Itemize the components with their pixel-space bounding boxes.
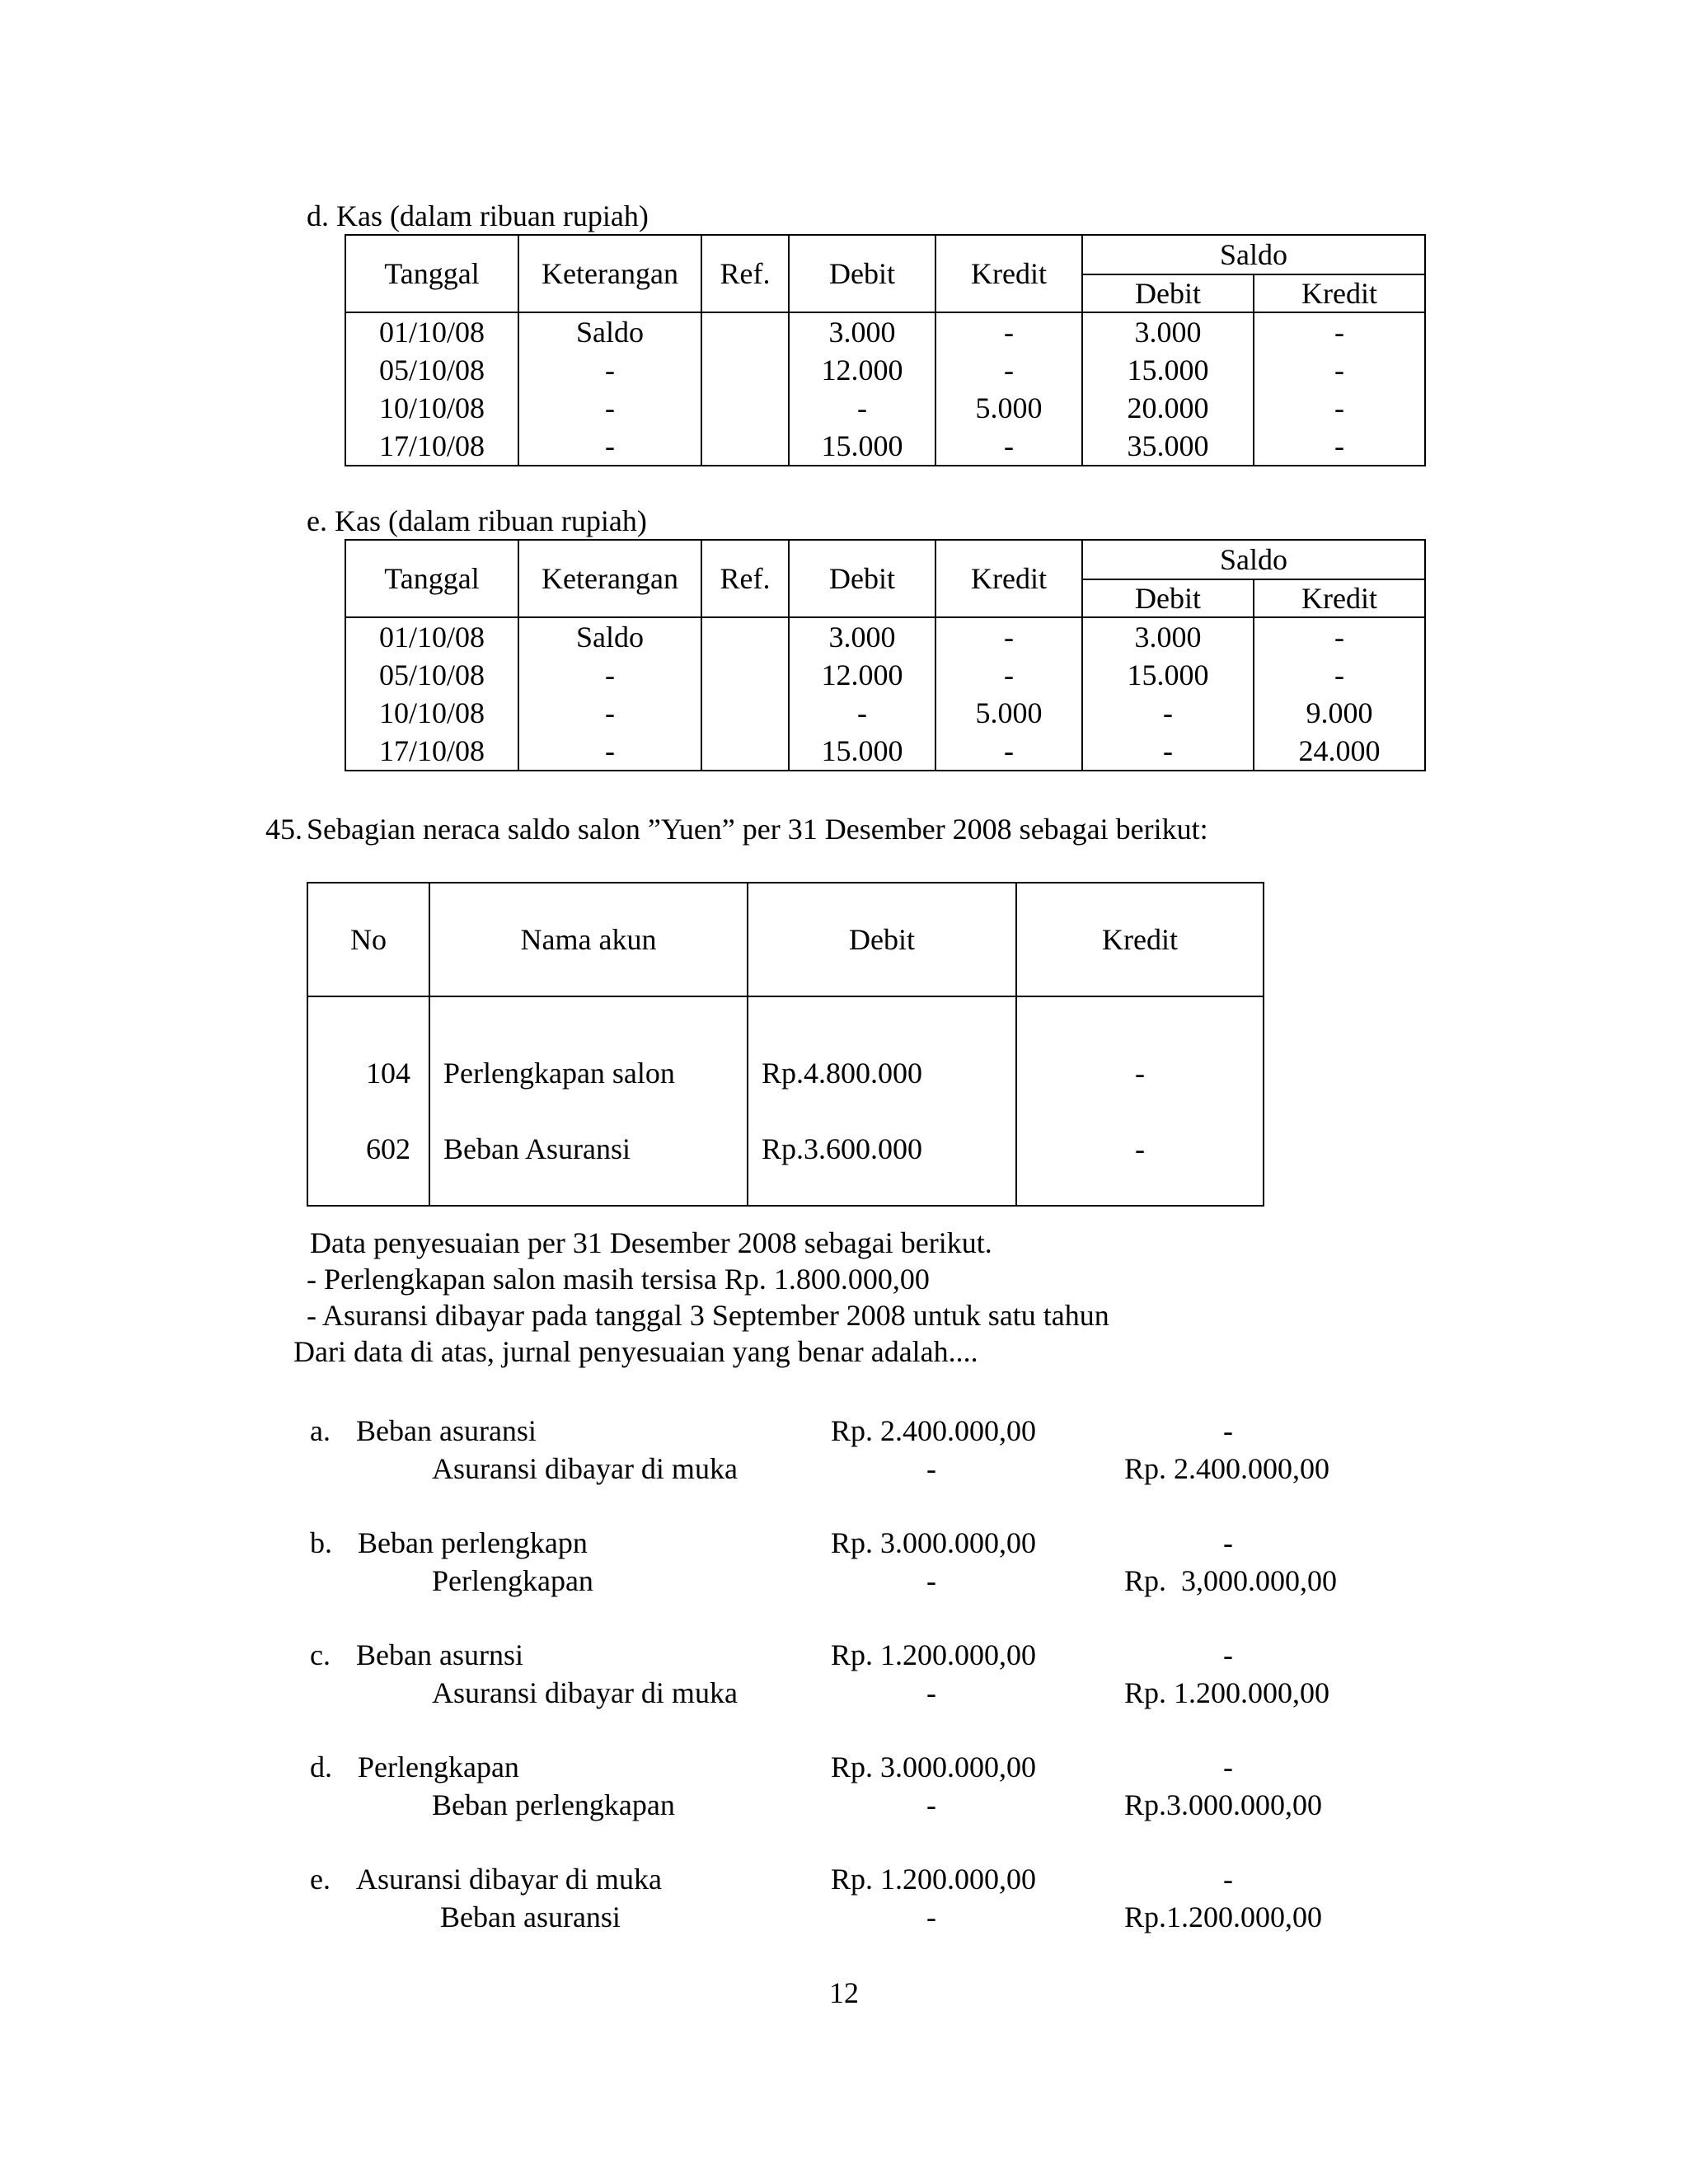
option-letter: e. <box>310 1863 331 1896</box>
cell-saldo-debit: - <box>1082 694 1254 732</box>
debit-dash: - <box>1223 1638 1233 1671</box>
debit-account: Beban perlengkapn <box>358 1526 588 1559</box>
header-kredit: Kredit <box>1016 883 1264 996</box>
cell-saldo-debit: 35.000 <box>1082 427 1254 466</box>
cell-saldo-kredit: - <box>1254 427 1425 466</box>
cell-tanggal: 17/10/08 <box>345 732 518 771</box>
cell-ref <box>701 427 789 466</box>
page-number: 12 <box>829 1976 859 2009</box>
table-row <box>345 389 1425 427</box>
cell-tanggal: 17/10/08 <box>345 427 518 466</box>
header-saldo-kredit: Kredit <box>1254 274 1425 312</box>
cell-saldo-kredit: 24.000 <box>1254 732 1425 771</box>
cell-keterangan: - <box>518 389 701 427</box>
cell-saldo-kredit: - <box>1254 312 1425 351</box>
cell-debit: 3.000 <box>789 312 935 351</box>
credit-amount: Rp. 1.200.000,00 <box>1124 1676 1330 1709</box>
question-text: Sebagian neraca saldo salon ”Yuen” per 31 Desember 2008 sebagai berikut: <box>307 813 1208 846</box>
cell-tanggal: 01/10/08 <box>345 312 518 351</box>
cell-saldo-debit: 20.000 <box>1082 389 1254 427</box>
cell-saldo-debit: 3.000 <box>1082 312 1254 351</box>
header-ref: Ref. <box>701 540 789 617</box>
debit-account: Perlengkapan <box>358 1750 519 1783</box>
cell-saldo-debit: 3.000 <box>1082 617 1254 656</box>
cell-debit: 15.000 <box>789 732 935 771</box>
cell-tanggal: 05/10/08 <box>345 656 518 694</box>
debit-amount: Rp. 1.200.000,00 <box>831 1863 1037 1896</box>
cell-ref <box>701 617 789 656</box>
cell-kredit: - <box>1016 996 1264 1111</box>
option-letter: a. <box>310 1414 331 1447</box>
debit-dash: - <box>1223 1750 1233 1783</box>
cell-kredit: - <box>935 617 1082 656</box>
header-keterangan: Keterangan <box>518 235 701 312</box>
table-row <box>345 732 1425 771</box>
debit-account: Asuransi dibayar di muka <box>356 1863 662 1896</box>
credit-account: Beban asuransi <box>440 1900 621 1933</box>
header-saldo: Saldo <box>1082 540 1425 579</box>
table-row <box>307 1111 1264 1206</box>
debit-amount: Rp. 3.000.000,00 <box>831 1526 1037 1559</box>
cell-tanggal: 01/10/08 <box>345 617 518 656</box>
cell-kredit: - <box>935 351 1082 389</box>
option-letter: d. <box>310 1750 332 1783</box>
cell-saldo-kredit: 9.000 <box>1254 694 1425 732</box>
credit-account: Asuransi dibayar di muka <box>432 1676 738 1709</box>
cell-no: 602 <box>307 1111 429 1206</box>
header-saldo-debit: Debit <box>1082 579 1254 617</box>
header-debit: Debit <box>789 235 935 312</box>
cell-ref <box>701 656 789 694</box>
header-tanggal: Tanggal <box>345 540 518 617</box>
cell-saldo-debit: 15.000 <box>1082 656 1254 694</box>
question-prompt: Dari data di atas, jurnal penyesuaian yang benar adalah.... <box>293 1335 978 1368</box>
table-row <box>307 996 1264 1111</box>
cell-debit: Rp.3.600.000 <box>748 1111 1016 1206</box>
cell-debit: 3.000 <box>789 617 935 656</box>
debit-account: Beban asuransi <box>356 1414 537 1447</box>
cell-kredit: - <box>935 312 1082 351</box>
cell-keterangan: - <box>518 351 701 389</box>
debit-account: Beban asurnsi <box>356 1638 523 1671</box>
question-number: 45. <box>265 813 302 846</box>
ledger-d-table <box>345 234 1426 466</box>
credit-account: Perlengkapan <box>432 1564 593 1597</box>
cell-saldo-debit: 15.000 <box>1082 351 1254 389</box>
credit-amount: Rp. 2.400.000,00 <box>1124 1452 1330 1485</box>
adjustment-title: Data penyesuaian per 31 Desember 2008 sebagai berikut. <box>310 1226 992 1259</box>
adjustment-item: - Asuransi dibayar pada tanggal 3 September 2008 untuk satu tahun <box>307 1299 1109 1332</box>
cell-saldo-kredit: - <box>1254 656 1425 694</box>
credit-dash: - <box>926 1564 936 1597</box>
table-row <box>345 617 1425 656</box>
ledger-d-caption: d. Kas (dalam ribuan rupiah) <box>307 199 649 232</box>
header-keterangan: Keterangan <box>518 540 701 617</box>
cell-keterangan: Saldo <box>518 617 701 656</box>
debit-amount: Rp. 1.200.000,00 <box>831 1638 1037 1671</box>
ledger-e-table <box>345 539 1426 771</box>
table-row <box>345 694 1425 732</box>
header-kredit: Kredit <box>935 540 1082 617</box>
header-tanggal: Tanggal <box>345 235 518 312</box>
adjustment-item: - Perlengkapan salon masih tersisa Rp. 1.800.000,00 <box>307 1263 930 1296</box>
cell-nama-akun: Perlengkapan salon <box>429 996 748 1111</box>
cell-tanggal: 10/10/08 <box>345 389 518 427</box>
trial-balance-table <box>307 882 1264 1207</box>
cell-ref <box>701 732 789 771</box>
cell-kredit: 5.000 <box>935 389 1082 427</box>
table-row <box>345 312 1425 351</box>
cell-kredit: - <box>935 427 1082 466</box>
cell-tanggal: 10/10/08 <box>345 694 518 732</box>
cell-keterangan: - <box>518 427 701 466</box>
cell-saldo-kredit: - <box>1254 389 1425 427</box>
ledger-e-caption: e. Kas (dalam ribuan rupiah) <box>307 504 647 537</box>
credit-account: Beban perlengkapan <box>432 1788 675 1821</box>
debit-amount: Rp. 3.000.000,00 <box>831 1750 1037 1783</box>
cell-kredit: - <box>1016 1111 1264 1206</box>
header-saldo-debit: Debit <box>1082 274 1254 312</box>
cell-saldo-kredit: - <box>1254 351 1425 389</box>
debit-dash: - <box>1223 1414 1233 1447</box>
cell-no: 104 <box>307 996 429 1111</box>
header-debit: Debit <box>789 540 935 617</box>
credit-dash: - <box>926 1788 936 1821</box>
cell-tanggal: 05/10/08 <box>345 351 518 389</box>
cell-debit: 12.000 <box>789 351 935 389</box>
debit-dash: - <box>1223 1863 1233 1896</box>
table-row <box>345 656 1425 694</box>
header-nama-akun: Nama akun <box>429 883 748 996</box>
cell-ref <box>701 389 789 427</box>
table-row <box>345 427 1425 466</box>
credit-dash: - <box>926 1676 936 1709</box>
header-no: No <box>307 883 429 996</box>
cell-kredit: - <box>935 656 1082 694</box>
cell-saldo-debit: - <box>1082 732 1254 771</box>
cell-kredit: 5.000 <box>935 694 1082 732</box>
debit-amount: Rp. 2.400.000,00 <box>831 1414 1037 1447</box>
header-debit: Debit <box>748 883 1016 996</box>
header-saldo: Saldo <box>1082 235 1425 274</box>
cell-ref <box>701 312 789 351</box>
credit-amount: Rp.1.200.000,00 <box>1124 1900 1323 1933</box>
cell-debit: 15.000 <box>789 427 935 466</box>
credit-dash: - <box>926 1452 936 1485</box>
cell-debit: - <box>789 389 935 427</box>
cell-keterangan: - <box>518 656 701 694</box>
credit-dash: - <box>926 1900 936 1933</box>
cell-ref <box>701 351 789 389</box>
credit-account: Asuransi dibayar di muka <box>432 1452 738 1485</box>
cell-keterangan: - <box>518 732 701 771</box>
cell-keterangan: - <box>518 694 701 732</box>
header-ref: Ref. <box>701 235 789 312</box>
cell-debit: 12.000 <box>789 656 935 694</box>
credit-amount: Rp. 3,000.000,00 <box>1124 1564 1338 1597</box>
cell-kredit: - <box>935 732 1082 771</box>
cell-nama-akun: Beban Asuransi <box>429 1111 748 1206</box>
cell-saldo-kredit: - <box>1254 617 1425 656</box>
table-row <box>345 351 1425 389</box>
cell-keterangan: Saldo <box>518 312 701 351</box>
option-letter: c. <box>310 1638 331 1671</box>
credit-amount: Rp.3.000.000,00 <box>1124 1788 1323 1821</box>
option-letter: b. <box>310 1526 332 1559</box>
cell-ref <box>701 694 789 732</box>
cell-debit: Rp.4.800.000 <box>748 996 1016 1111</box>
header-kredit: Kredit <box>935 235 1082 312</box>
cell-debit: - <box>789 694 935 732</box>
debit-dash: - <box>1223 1526 1233 1559</box>
header-saldo-kredit: Kredit <box>1254 579 1425 617</box>
